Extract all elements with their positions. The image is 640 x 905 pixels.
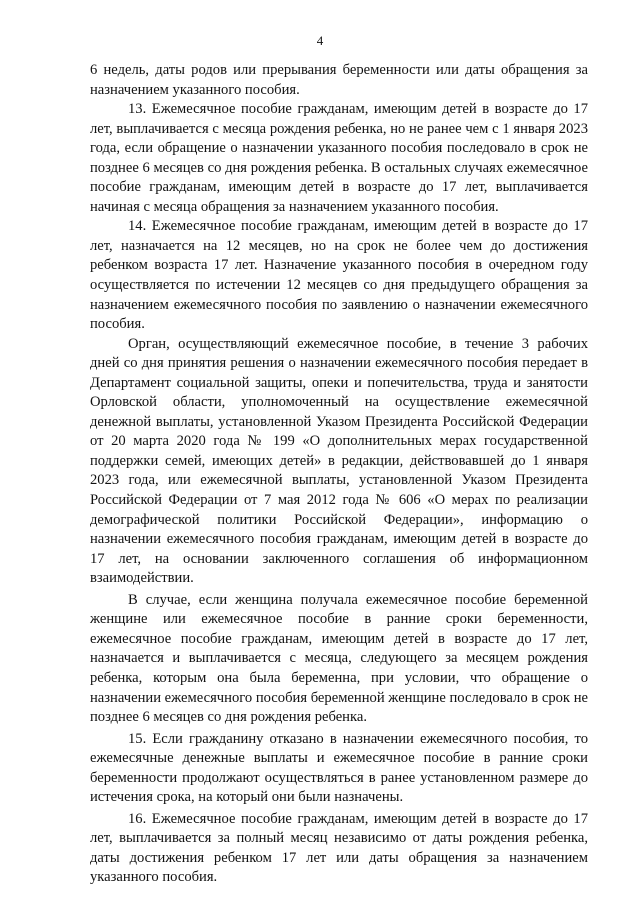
page-number: 4 xyxy=(316,33,324,48)
paragraph-organ-transfer: Орган, осуществляющий ежемесячное пособие, в течение 3 рабочих дней со дня принятия решения о назначении ежемесячного пособия передает в Департамент социальной защиты, опеки и попечительства, труда и занятости Орловской области, уполномоченный на осуществление ежемесячной денежной выплаты, установленной Указом Президента Российской Федерации от 20 марта 2020 года № 199 «О дополнительных мерах государственной поддержки семей, имеющих детей» в редакции, действовавшей до 1 января 2023 года, или ежемесячной выплаты, установленной Указом Президента Российской Федерации от 7 мая 2012 года № 606 «О мерах по реализации демографической политики Российской Федерации», информацию о назначении ежемесячного пособия гражданам, имеющим детей в возрасте до 17 лет, на основании заключенного соглашения об информационном взаимодействии. xyxy=(90,335,588,587)
paragraph-13: 13. Ежемесячное пособие гражданам, имеющим детей в возрасте до 17 лет, выплачивается с месяца рождения ребенка, но не ранее чем с 1 января 2023 года, если обращение о назначении указанного пособия последовало в срок не позднее 6 месяцев со дня рождения ребенка. В остальных случаях ежемесячное пособие гражданам, имеющим детей в возрасте до 17 лет, выплачивается начиная с месяца обращения за назначением указанного пособия. xyxy=(90,101,588,215)
paragraph-pregnant-woman: В случае, если женщина получала ежемесячное пособие беременной женщине или ежемесячное пособие в ранние сроки беременности, ежемесячное пособие гражданам, имеющим детей в возрасте до 17 лет, назначается и выплачивается с месяца, следующего за месяцем рождения ребенка, которым она была беременна, при условии, что обращение о назначении ежемесячного пособия беременной женщине последовало в срок не позднее 6 месяцев со дня рождения ребенка. xyxy=(90,591,588,726)
paragraph-continuation: 6 недель, даты родов или прерывания беременности или даты обращения за назначением указанного пособия. xyxy=(90,62,588,98)
paragraph-16: 16. Ежемесячное пособие гражданам, имеющим детей в возрасте до 17 лет, выплачивается за полный месяц независимо от даты рождения ребенка, даты достижения ребенком 17 лет или даты обращения за назначением указанного пособия. xyxy=(90,810,588,886)
paragraph-15: 15. Если гражданину отказано в назначении ежемесячного пособия, то ежемесячные денежные выплаты и ежемесячное пособие в ранние сроки беременности продолжают осуществляться в ранее установленном размере до истечения срока, на который они были назначены. xyxy=(90,730,588,806)
document-body xyxy=(90,61,588,888)
paragraph-14: 14. Ежемесячное пособие гражданам, имеющим детей в возрасте до 17 лет, назначается на 12 месяцев, но на срок не более чем до достижения ребенком возраста 17 лет. Назначение указанного пособия в очередном году осуществляется по истечении 12 месяцев со дня предыдущего обращения за назначением ежемесячного пособия по заявлению о назначении ежемесячного пособия. xyxy=(90,218,588,333)
